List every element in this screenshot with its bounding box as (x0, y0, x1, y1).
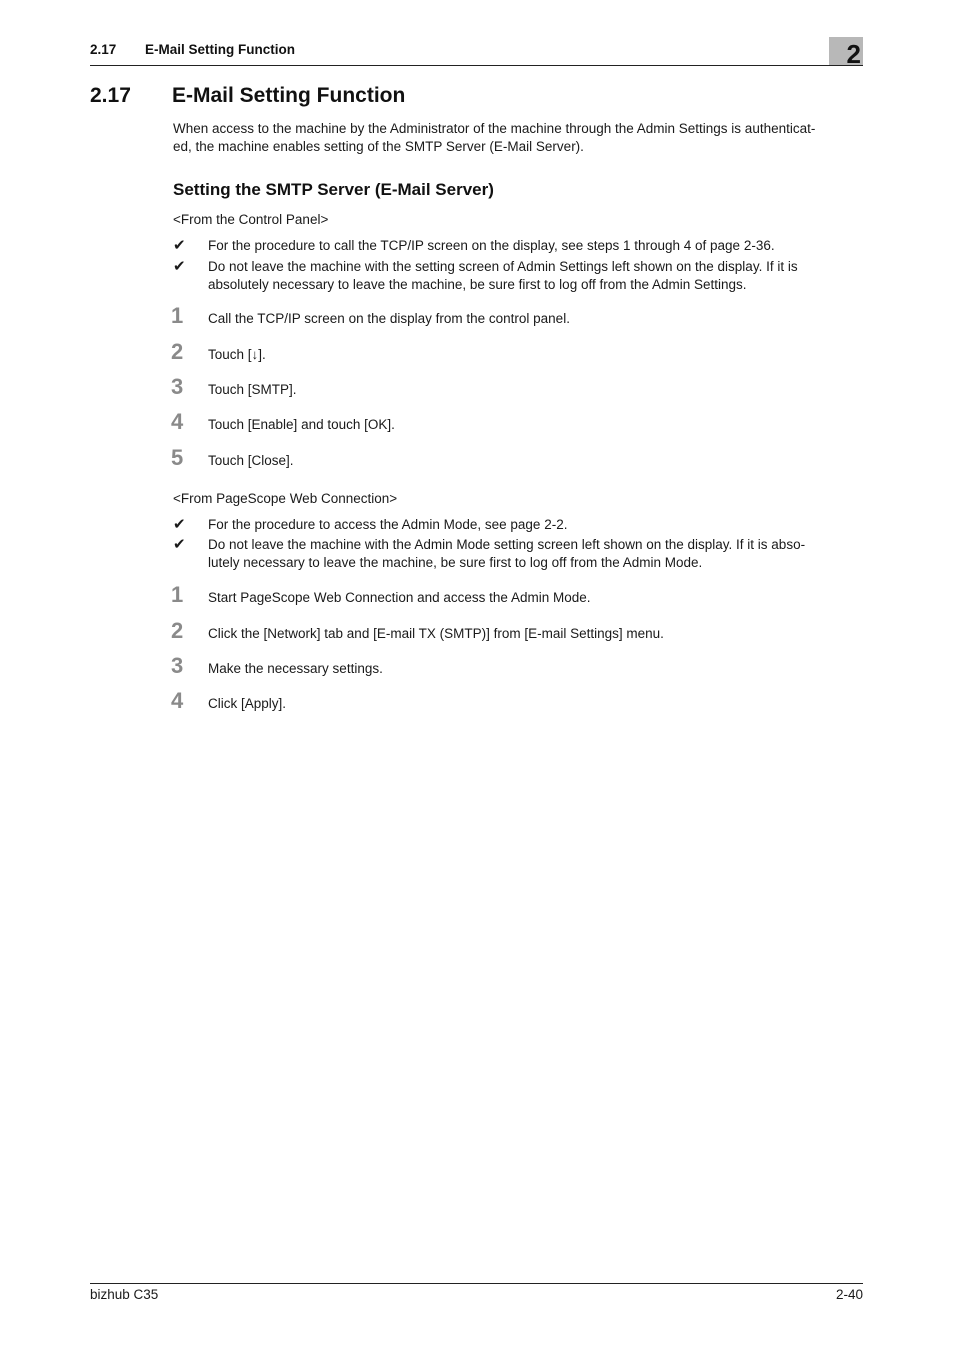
checkmark-icon: ✔ (173, 515, 186, 533)
bullet-text: For the procedure to call the TCP/IP screen on the display, see steps 1 through 4 of page 2-36. (208, 238, 775, 253)
footer-product: bizhub C35 (90, 1287, 159, 1302)
step-number: 4 (171, 688, 184, 713)
step-text: Touch [Enable] and touch [OK]. (208, 417, 395, 432)
bullet-text: Do not leave the machine with the setting screen of Admin Settings left shown on the display. If it is (208, 259, 798, 274)
step-text: Touch [Close]. (208, 453, 294, 468)
step-number: 2 (171, 339, 184, 364)
step-item (171, 374, 865, 405)
step-item (171, 653, 865, 684)
bullet-item (173, 536, 865, 571)
section-title (90, 84, 405, 108)
bullet-text: Do not leave the machine with the Admin Mode setting screen left shown on the display. If it is abso- (208, 537, 806, 552)
step-number: 1 (171, 303, 184, 328)
web-connection-heading: <From PageScope Web Connection> (173, 491, 398, 506)
step-item (171, 303, 865, 334)
running-header-title: E-Mail Setting Function (145, 42, 295, 57)
step-number: 2 (171, 618, 184, 643)
control-panel-heading: <From the Control Panel> (173, 212, 329, 227)
footer-divider (90, 1283, 863, 1284)
step-item (171, 582, 865, 613)
checkmark-icon: ✔ (173, 236, 186, 254)
step-item (171, 339, 865, 370)
step-text: Call the TCP/IP screen on the display from the control panel. (208, 311, 570, 326)
step-text: Make the necessary settings. (208, 661, 383, 676)
checkmark-icon: ✔ (173, 257, 186, 275)
bullet-item (173, 237, 865, 255)
section-title-text: E-Mail Setting Function (172, 84, 406, 107)
step-number: 3 (171, 653, 184, 678)
step-item (171, 409, 865, 440)
step-number: 4 (171, 409, 184, 434)
step-text: Click [Apply]. (208, 696, 287, 711)
chapter-badge (829, 37, 863, 65)
bullet-text: absolutely necessary to leave the machine, be sure first to log off from the Admin Settings. (208, 276, 747, 292)
subsection-title: Setting the SMTP Server (E-Mail Server) (173, 180, 494, 199)
running-header (90, 42, 295, 57)
step-item (171, 445, 865, 476)
bullet-item (173, 258, 865, 293)
intro-paragraph (173, 120, 865, 155)
intro-line: When access to the machine by the Administrator of the machine through the Admin Settings is authenticat- (173, 121, 816, 136)
step-number: 5 (171, 445, 184, 470)
step-text: Click the [Network] tab and [E-mail TX (SMTP)] from [E-mail Settings] menu. (208, 626, 664, 641)
bullet-item (173, 516, 865, 534)
step-number: 3 (171, 374, 184, 399)
step-item (171, 688, 865, 719)
step-text: Start PageScope Web Connection and access the Admin Mode. (208, 590, 591, 605)
step-number: 1 (171, 582, 184, 607)
running-header-number: 2.17 (90, 42, 117, 57)
step-item (171, 618, 865, 649)
section-number: 2.17 (90, 84, 131, 107)
intro-line: ed, the machine enables setting of the SMTP Server (E-Mail Server). (173, 138, 584, 154)
bullet-text: lutely necessary to leave the machine, be sure first to log off from the Admin Mode. (208, 554, 703, 570)
step-text: Touch [SMTP]. (208, 382, 297, 397)
footer-page-number: 2-40 (835, 1287, 863, 1302)
header-divider (90, 65, 863, 66)
step-text: Touch [↓]. (208, 347, 266, 362)
checkmark-icon: ✔ (173, 535, 186, 553)
bullet-text: For the procedure to access the Admin Mode, see page 2-2. (208, 517, 568, 532)
chapter-number: 2 (846, 39, 861, 65)
